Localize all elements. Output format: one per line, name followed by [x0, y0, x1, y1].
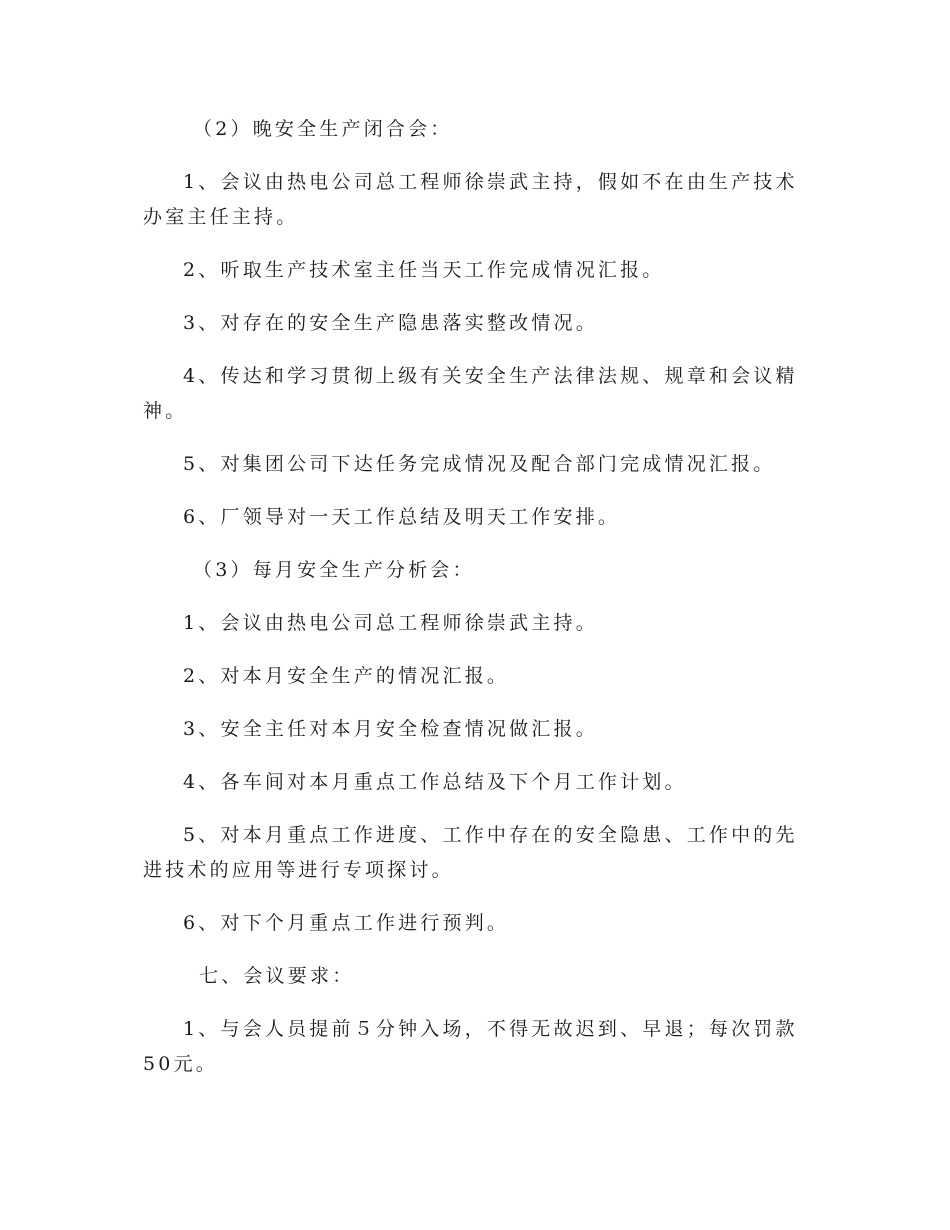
- subheading-evening-meeting: （2）晚安全生产闭合会：: [193, 118, 453, 140]
- paragraph-item: 3、对存在的安全生产隐患落实整改情况。: [183, 312, 598, 334]
- paragraph-item: 1、会议由热电公司总工程师徐崇武主持，假如不在由生产技术办室主任主持。: [143, 171, 798, 228]
- paragraph-item: 5、对集团公司下达任务完成情况及配合部门完成情况汇报。: [183, 453, 776, 475]
- paragraph-item: 6、对下个月重点工作进行预判。: [183, 912, 510, 934]
- subheading-monthly-meeting: （3）每月安全生产分析会：: [193, 559, 475, 581]
- section-heading-meeting-requirements: 七、会议要求：: [199, 965, 355, 987]
- document-body: [143, 112, 813, 1100]
- paragraph-item: 1、与会人员提前５分钟入场，不得无故迟到、早退；每次罚款50元。: [143, 1018, 798, 1075]
- paragraph-item: 4、传达和学习贯彻上级有关安全生产法律法规、规章和会议精神。: [143, 365, 798, 422]
- paragraph-item: 5、对本月重点工作进度、工作中存在的安全隐患、工作中的先进技术的应用等进行专项探讨。: [143, 824, 798, 881]
- paragraph-item: 1、会议由热电公司总工程师徐崇武主持。: [183, 612, 598, 634]
- paragraph-item: 3、安全主任对本月安全检查情况做汇报。: [183, 718, 598, 740]
- paragraph-item: 4、各车间对本月重点工作总结及下个月工作计划。: [183, 771, 687, 793]
- paragraph-item: 6、厂领导对一天工作总结及明天工作安排。: [183, 506, 621, 528]
- paragraph-item: 2、听取生产技术室主任当天工作完成情况汇报。: [183, 259, 665, 281]
- paragraph-item: 2、对本月安全生产的情况汇报。: [183, 665, 510, 687]
